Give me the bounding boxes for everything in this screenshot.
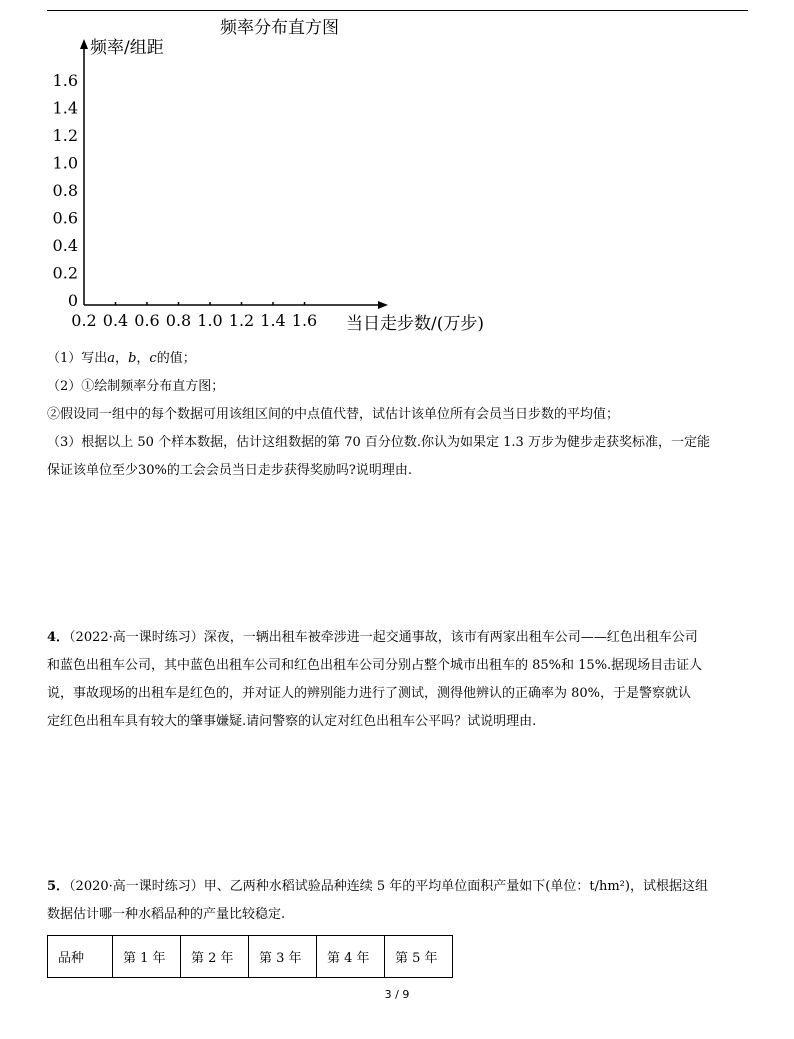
table-header-row xyxy=(48,936,453,978)
q4-number: 4． xyxy=(47,630,70,645)
q3-part-2b: ②假设同一组中的每个数据可用该组区间的中点值代替，试估计该单位所有会员当日步数的平均值； xyxy=(47,407,620,422)
x-tick-labels xyxy=(71,311,317,330)
y-tick-label: 0.2 xyxy=(52,263,78,283)
q5-number: 5． xyxy=(47,879,70,894)
table-header-cell: 第 2 年 xyxy=(181,936,249,978)
chart-title: 频率分布直方图 xyxy=(220,18,339,38)
y-axis-label: 频率/组距 xyxy=(90,38,164,58)
y-tick-label: 1.2 xyxy=(52,126,78,145)
question-5 xyxy=(47,873,747,929)
question-4 xyxy=(47,624,747,736)
x-tick-label: 1.0 xyxy=(197,311,223,330)
page-number: 3 / 9 xyxy=(384,988,410,1001)
x-tick-label: 1.6 xyxy=(291,311,318,330)
q3-part-3-line2: 保证该单位至少30%的工会会员当日走步获得奖励吗?说明理由. xyxy=(47,463,412,478)
y-tick-label: 0.6 xyxy=(52,208,78,228)
q5-line2: 数据估计哪一种水稻品种的产量比较稳定. xyxy=(47,907,286,922)
yield-table xyxy=(47,935,453,978)
table-header-cell: 第 5 年 xyxy=(385,936,453,978)
x-axis-arrow xyxy=(378,301,388,309)
y-tick-label: 0 xyxy=(67,291,78,310)
table-header-cell: 品种 xyxy=(48,936,113,978)
q4-line2: 和蓝色出租车公司，其中蓝色出租车公司和红色出租车公司分别占整个城市出租车的 85%和 15%.据现场目击证人 xyxy=(47,658,703,673)
x-tick-label: 0.6 xyxy=(134,311,160,330)
q4-line1: 4．（2022·高一课时练习）深夜，一辆出租车被牵涉进一起交通事故，该市有两家出租车公司——红色出租车公司 xyxy=(47,630,698,645)
y-tick-label: 1.4 xyxy=(52,98,78,118)
q3-part-1: （1）写出a，b，c的值； xyxy=(47,351,196,366)
x-tick-label: 0.4 xyxy=(102,311,129,330)
x-tick-label: 1.2 xyxy=(228,311,255,330)
q3-part-2a: （2）①绘制频率分布直方图； xyxy=(47,379,225,394)
table-header-cell: 第 4 年 xyxy=(317,936,385,978)
q3-part-3-line1: （3）根据以上 50 个样本数据，估计这组数据的第 70 百分位数.你认为如果定 1.3 万步为健步走获奖标准，一定能 xyxy=(47,435,710,450)
y-tick-label: 0.4 xyxy=(52,236,78,255)
q4-line4: 定红色出租车具有较大的肇事嫌疑.请问警察的认定对红色出租车公平吗？试说明理由. xyxy=(47,714,537,729)
y-tick-labels xyxy=(53,71,78,310)
y-tick-label: 1.0 xyxy=(52,153,78,173)
x-tick-label: 1.4 xyxy=(260,311,286,330)
table-header-cell: 第 1 年 xyxy=(113,936,181,978)
y-axis-arrow xyxy=(80,39,88,49)
y-tick-label: 1.6 xyxy=(52,71,78,90)
table-header-cell: 第 3 年 xyxy=(249,936,317,978)
x-axis-label: 当日走步数/(万步) xyxy=(346,314,484,334)
q4-line3: 说，事故现场的出租车是红色的，并对证人的辨别能力进行了测试，测得他辨认的正确率为 80%，于是警察就认 xyxy=(47,686,692,701)
q5-line1: 5．（2020·高一课时练习）甲、乙两种水稻试验品种连续 5 年的平均单位面积产量如下(单位：t/hm²)，试根据这组 xyxy=(47,879,708,894)
x-tick-label: 0.8 xyxy=(165,311,192,330)
y-tick-label: 0.8 xyxy=(52,181,78,200)
x-tick-label: 0.2 xyxy=(71,311,97,330)
question-3-parts xyxy=(47,345,747,485)
frequency-histogram xyxy=(40,10,520,340)
